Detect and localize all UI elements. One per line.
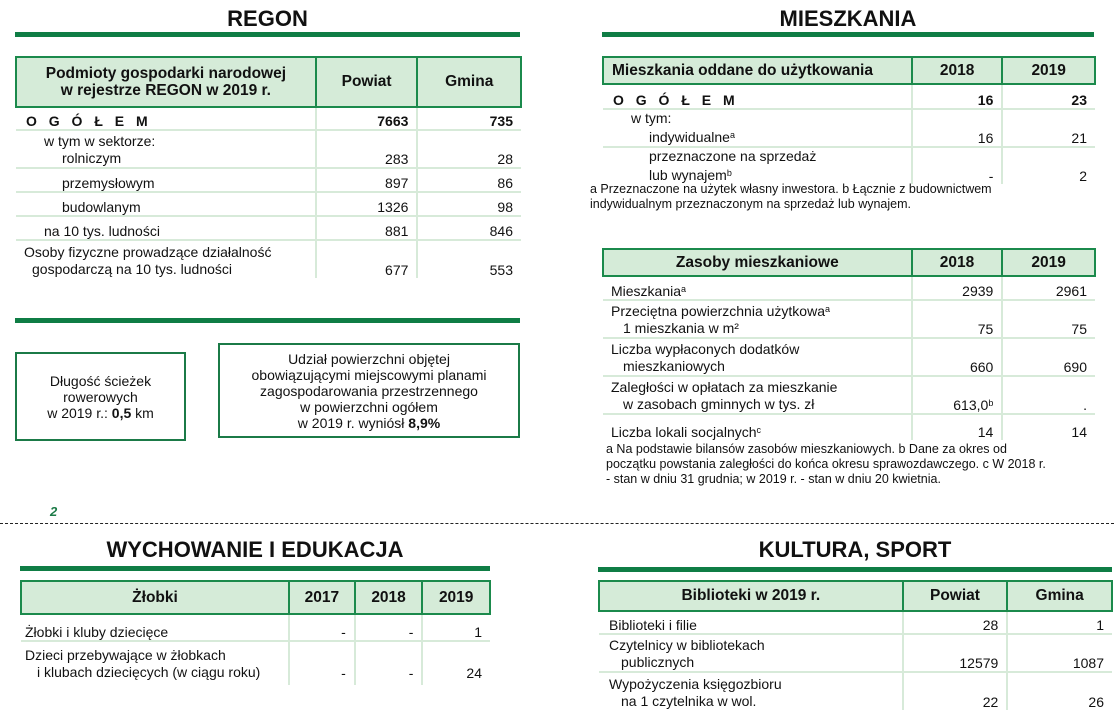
- mieszkania-section-title: MIESZKANIA: [779, 6, 917, 31]
- table-row: [603, 414, 1095, 440]
- table-row: [603, 147, 1095, 184]
- cell-gmina: 26: [1007, 672, 1112, 710]
- row-label: Przeciętna powierzchnia użytkowa$^a$ 1 mieszkania w m²: [603, 300, 912, 338]
- regon-title-rule: [15, 32, 520, 37]
- cell-gmina: 553: [417, 240, 521, 278]
- cell-2019: 1: [422, 614, 490, 641]
- cell-powiat: 12579: [903, 634, 1008, 672]
- table-header: [603, 57, 1095, 84]
- cell-2019: 21: [1002, 109, 1095, 147]
- housing-stock-footnote: a Na podstawie bilansów zasobów mieszkaniowych. b Dane za okres od początku powstania zaległości do końca okresu sprawozdawczego. c W 2018 r. - stan w dniu 31 grudnia; w 2019 r. - stan w dniu 20 kwietnia.: [606, 442, 1046, 486]
- row-label: przeznaczone na sprzedaż lub wynajem$^b$: [649, 148, 817, 183]
- regon-bottom-rule: [15, 318, 520, 323]
- cell-2018: -: [912, 147, 1003, 184]
- row-label: Wypożyczenia księgozbioru na 1 czytelnika w wol.: [609, 676, 782, 709]
- cell-2017: -: [289, 641, 355, 685]
- cell-gmina: 86: [417, 168, 521, 192]
- table-row: [603, 276, 1095, 300]
- table-row: [16, 240, 521, 278]
- cell-2018: -: [355, 614, 423, 641]
- table-row: [16, 130, 521, 168]
- row-label: Mieszkania$^a$: [603, 276, 912, 300]
- kultura-title-rule: [598, 567, 1112, 572]
- cell-powiat: 283: [316, 130, 418, 168]
- bike-box-line: rowerowych: [63, 388, 138, 405]
- regon-section-title: REGON: [227, 6, 308, 31]
- cell-2018: 613,0$^b$: [912, 376, 1003, 414]
- header-2018: 2018: [355, 581, 423, 614]
- row-label: w tym w sektorze: rolniczym: [16, 130, 316, 168]
- table-row: [599, 672, 1112, 710]
- table-row: [16, 107, 521, 130]
- row-label: przemysłowym: [16, 168, 316, 192]
- table-row: [16, 216, 521, 240]
- row-label: Osoby fizyczne prowadzące działalność gospodarczą na 10 tys. ludności: [24, 244, 272, 277]
- header-gmina: Gmina: [1007, 581, 1112, 611]
- row-label: Żłobki i kluby dziecięce: [21, 614, 289, 641]
- dwellings-completed-table: [602, 56, 1096, 184]
- table-row: [603, 109, 1095, 147]
- page-break-dashed-line: [0, 523, 1114, 524]
- table-header: [603, 249, 1095, 276]
- row-label: Czytelnicy w bibliotekach publicznych: [599, 634, 903, 672]
- cell-powiat: 7663: [316, 107, 418, 130]
- table-row: [21, 641, 490, 685]
- cell-2018: 16: [912, 109, 1003, 147]
- table-row: [599, 611, 1112, 634]
- table-row: [603, 300, 1095, 338]
- table-row: [16, 192, 521, 216]
- cell-gmina: 28: [417, 130, 521, 168]
- regon-header-powiat: Powiat: [316, 57, 418, 107]
- cell-2019: 75: [1002, 300, 1095, 338]
- table-row: [599, 634, 1112, 672]
- cell-gmina: 1: [1007, 611, 1112, 634]
- cell-2019: 23: [1002, 84, 1095, 109]
- cell-powiat: 677: [316, 240, 418, 278]
- cell-2019: 24: [422, 641, 490, 685]
- regon-header-label: Podmioty gospodarki narodowej w rejestrze REGON w 2019 r.: [16, 57, 316, 107]
- table-row: [603, 338, 1095, 376]
- bike-paths-value: 0,5: [111, 404, 132, 421]
- cell-2019: 14: [1002, 414, 1095, 440]
- header-2018: 2018: [912, 249, 1003, 276]
- cell-powiat: 1326: [316, 192, 418, 216]
- table-header: [21, 581, 490, 614]
- edukacja-title-rule: [20, 566, 490, 571]
- cell-2018: 14: [912, 414, 1003, 440]
- housing-stock-table: [602, 248, 1096, 440]
- header-label: Zasoby mieszkaniowe: [603, 249, 912, 276]
- cell-powiat: 28: [903, 611, 1008, 634]
- row-label: Zaległości w opłatach za mieszkanie w zasobach gminnych w tys. zł: [603, 376, 912, 414]
- row-label: budowlanym: [16, 192, 316, 216]
- row-label: Biblioteki i filie: [599, 611, 903, 634]
- cell-2019: 690: [1002, 338, 1095, 376]
- row-label: na 10 tys. ludności: [16, 216, 316, 240]
- bike-paths-box: Długość ścieżek rowerowych w 2019 r.: 0,5 km: [15, 352, 186, 441]
- table-row: [21, 614, 490, 641]
- cell-2019: 2961: [1002, 276, 1095, 300]
- regon-table: [15, 56, 522, 278]
- nurseries-table: [20, 580, 491, 685]
- header-powiat: Powiat: [903, 581, 1008, 611]
- row-label: O G Ó Ł E M: [16, 107, 316, 130]
- cell-2018: 2939: [912, 276, 1003, 300]
- header-2019: 2019: [1002, 249, 1095, 276]
- page-number: 2: [50, 504, 58, 519]
- cell-powiat: 881: [316, 216, 418, 240]
- header-label: Biblioteki w 2019 r.: [599, 581, 903, 611]
- header-label: Mieszkania oddane do użytkowania: [603, 57, 912, 84]
- table-row: [603, 84, 1095, 109]
- row-label: w tym: indywidualne$^a$: [603, 109, 912, 147]
- cell-powiat: 22: [903, 672, 1008, 710]
- table-row: [603, 376, 1095, 414]
- table-header: [599, 581, 1112, 611]
- cell-2018: -: [355, 641, 423, 685]
- cell-2019: 2: [1002, 147, 1095, 184]
- cell-2018: 16: [912, 84, 1003, 109]
- spatial-plan-box: Udział powierzchni objętej obowiązującymi miejscowymi planami zagospodarowania przestrzennego w powierzchni ogółem w 2019 r. wyniósł 8,9%: [218, 343, 520, 438]
- cell-gmina: 846: [417, 216, 521, 240]
- regon-header-gmina: Gmina: [417, 57, 521, 107]
- mieszkania-title-rule: [602, 32, 1094, 37]
- row-label: Liczba lokali socjalnych$^c$: [611, 424, 762, 440]
- cell-powiat: 897: [316, 168, 418, 192]
- cell-gmina: 735: [417, 107, 521, 130]
- header-2017: 2017: [289, 581, 355, 614]
- row-label: Dzieci przebywające w żłobkach i klubach dziecięcych (w ciągu roku): [25, 647, 261, 680]
- regon-table-header: [16, 57, 521, 107]
- header-2019: 2019: [422, 581, 490, 614]
- header-2019: 2019: [1002, 57, 1095, 84]
- cell-2019: .: [1002, 376, 1095, 414]
- cell-2017: -: [289, 614, 355, 641]
- libraries-table: [598, 580, 1113, 710]
- cell-2018: 75: [912, 300, 1003, 338]
- edukacja-section-title: WYCHOWANIE I EDUKACJA: [106, 537, 404, 562]
- cell-gmina: 98: [417, 192, 521, 216]
- header-2018: 2018: [912, 57, 1003, 84]
- table-row: [16, 168, 521, 192]
- bike-box-line: Długość ścieżek: [49, 372, 152, 389]
- row-label: O G Ó Ł E M: [603, 84, 912, 109]
- spatial-plan-value: 8,9%: [408, 414, 441, 431]
- row-label: Liczba wypłaconych dodatków mieszkaniowych: [603, 338, 912, 376]
- header-label: Żłobki: [21, 581, 289, 614]
- cell-2018: 660: [912, 338, 1003, 376]
- dwellings-completed-footnote: a Przeznaczone na użytek własny inwestora. b Łącznie z budownictwem indywidualnym przeznaczonym na sprzedaż lub wynajem.: [590, 182, 992, 211]
- cell-gmina: 1087: [1007, 634, 1112, 672]
- kultura-section-title: KULTURA, SPORT: [758, 537, 952, 562]
